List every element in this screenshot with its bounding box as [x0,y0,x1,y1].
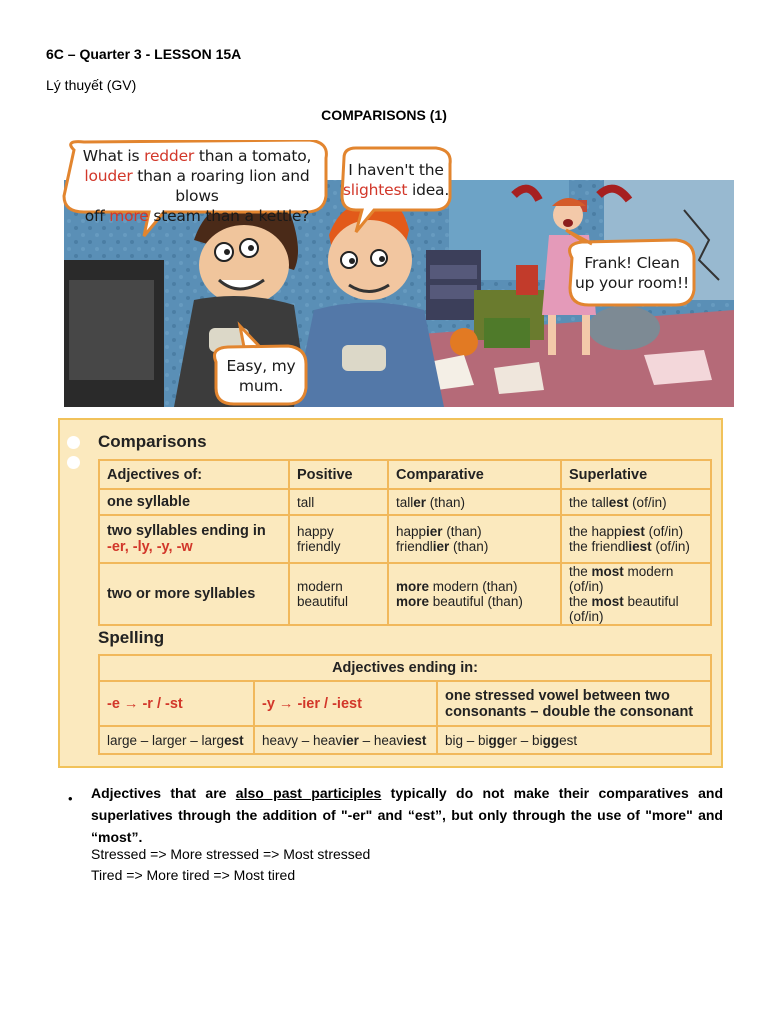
comparative-cell: happier (than) friendlier (than) [388,515,561,563]
spelling-header-row [99,655,711,681]
binder-hole [67,456,80,469]
header-comparative: Comparative [388,460,561,489]
example-line: Tired => More tired => Most tired [91,867,296,883]
row-label: one syllable [99,489,289,515]
table-row [99,563,711,625]
speech-bubble-2: I haven't the slightest idea. [342,161,450,199]
document-subtitle: Lý thuyết (GV) [46,77,137,93]
positive-cell: modern beautiful [289,563,388,625]
binder-hole [67,436,80,449]
example-cell: heavy – heavier – heaviest [254,726,437,754]
rule-cell: -y → -ier / -iest [254,681,437,726]
spelling-header: Adjectives ending in: [99,655,711,681]
header-positive: Positive [289,460,388,489]
comparisons-table [98,459,712,626]
document-title: 6C – Quarter 3 - LESSON 15A [46,46,242,62]
spelling-title: Spelling [98,628,165,647]
bullet-point: • [68,791,73,806]
rule-cell: -e → -r / -st [99,681,254,726]
speech-bubble-3: Frank! Clean up your room!! [574,254,690,292]
example-line: Stressed => More stressed => Most stressed [91,846,371,862]
speech-bubble-1: What is redder than a tomato, louder than a roaring lion and blows off more steam than a kettle? [82,147,312,225]
example-cell: large – larger – largest [99,726,254,754]
speech-bubble-4: Easy, my mum. [226,357,296,395]
rule-cell: one stressed vowel between two consonants – double the consonant [437,681,711,726]
row-label: two or more syllables [99,563,289,625]
comparative-cell: more modern (than) more beautiful (than) [388,563,561,625]
superlative-cell: the tallest (of/in) [561,489,711,515]
comic-illustration [44,140,734,407]
page-heading: COMPARISONS (1) [321,107,447,123]
spelling-table [98,654,712,755]
spelling-rule-row [99,681,711,726]
comparative-cell: taller (than) [388,489,561,515]
row-label: two syllables ending in -er, -ly, -y, -w [99,515,289,563]
superlative-cell: the most modern (of/in) the most beautiful (of/in) [561,563,711,625]
grammar-reference-box [58,418,723,768]
comparisons-title: Comparisons [98,432,207,451]
table-row [99,515,711,563]
superlative-cell: the happiest (of/in) the friendliest (of/in) [561,515,711,563]
header-superlative: Superlative [561,460,711,489]
positive-cell: happy friendly [289,515,388,563]
spelling-example-row [99,726,711,754]
header-adjectives: Adjectives of: [99,460,289,489]
table-row [99,489,711,515]
positive-cell: tall [289,489,388,515]
bullet-paragraph: Adjectives that are also past participles typically do not make their comparatives and superlatives through the addition of "-er" and “est”, but only through the use of "more" and “most”. [91,785,723,845]
example-cell: big – bigger – biggest [437,726,711,754]
table-header-row [99,460,711,489]
